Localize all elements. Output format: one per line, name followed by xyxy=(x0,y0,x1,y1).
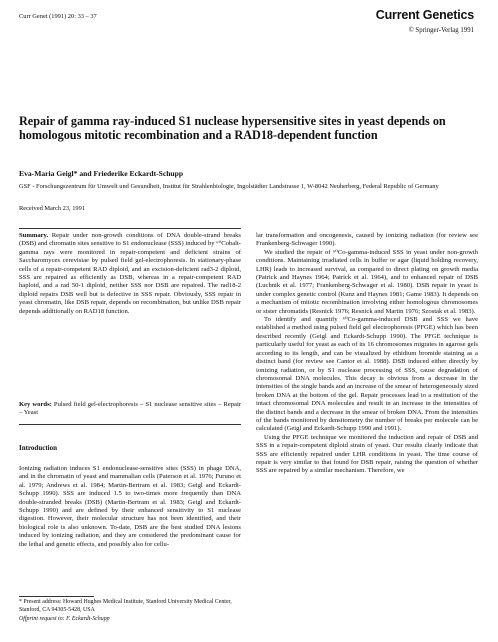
right-column xyxy=(256,232,478,476)
keywords-paragraph xyxy=(19,401,241,418)
footnote-offprint: Offprint request to: F. Eckardt-Schupp xyxy=(19,616,110,623)
article-authors: Eva-Maria Geigl* and Friederike Eckardt-Schupp xyxy=(19,169,184,178)
keywords-text: Pulsed field gel-electrophoresis – S1 nuclease sensitive sites – Repair – Yeast xyxy=(19,401,241,417)
right-paragraph-3: To identify and quantify ⁶⁰Co-gamma-induced DSB and SSS we have established a method using pulsed field gel electrophoresis (PFGE) which has been described recently (Geigl and Eckardt-Schupp 1990). The PFGE technique is particularly useful for yeast as each of its 16 chromosomes migrates in agarose gels according to its length, and can be visualized by ethidium bromide staining as a distinct band (for review see Cantor et al. 1988). DSB induced either directly by ionizing radiation, or by S1 nuclease processing of SSS, cause degradation of chromosomal DNA molecules. This decay is obvious from a decrease in the intensities of the single bands and an increase of the smear of heterogeneously sized broken DNA at the bottom of the gel. Repair processes lead to a restitution of the intact chromosomal DNA molecules and result in an increase in the intensities of the distinct bands and a decrease in the smear of broken DNA. From the intensities of the bands monitored by densitometry the number of breaks per molecule can be calculated (Geigl and Eckardt-Schupp 1990 and 1991). xyxy=(256,316,478,433)
article-affiliation: GSF - Forschungszentrum für Umwelt und Gesundheit, Institut für Strahlenbiologie, Ingolstädter Landstrasse 1, W-8042 Neuherberg, Federal Republic of Germany xyxy=(19,183,439,190)
article-title: Repair of gamma ray-induced S1 nuclease hypersensitive sites in yeast depends on homologous mitotic recombination and a RAD18-dependent function xyxy=(19,114,446,142)
keywords-label: Key words: xyxy=(19,401,52,408)
summary-paragraph xyxy=(19,232,241,316)
summary-label: Summary. xyxy=(19,232,49,239)
journal-name: Current Genetics xyxy=(375,8,474,22)
footnote-present-address: * Present address: Howard Hughes Medical Institute, Stanford University Medical Center, Stanford, CA 94305-5428, USA xyxy=(19,599,232,613)
right-paragraph-4: Using the PFGE technique we monitored the induction and repair of DSB and SSS in a repair-competent diploid strain of yeast. Our results clearly indicate that SSS are efficiently repaired under LHR conditions in yeast. The time course of repair is very similar to that found for DSB repair, raising the question of whether SSS are repaired by a similar mechanism. Therefore, we xyxy=(256,433,478,475)
keywords-bottom-rule xyxy=(19,424,241,425)
publisher-copyright: © Springer-Verlag 1991 xyxy=(408,27,474,34)
right-paragraph-2: We studied the repair of ⁶⁰Co-gamma-induced SSS in yeast under non-growth conditions. Maintaining irradiated cells in buffer or agar (liquid holding recovery, LHR) leads to increased survival, as compared to direct plating on growth media (Patrick and Haynes 1964; Patrick et al. 1964), and to enhanced repair of DSB (Luchnik et al. 1977; Frankenberg-Schwager et al. 1980). DSB repair in yeast is under complex genetic control (Kunz and Haynes 1981; Game 1983). It depends on a mechanism of mitotic recombination involving either homologous chromosomes or sister chromatids (Resnick 1976; Resnick and Martin 1976; Szostak et al. 1983). xyxy=(256,248,478,315)
received-date: Received March 23, 1991 xyxy=(19,205,86,212)
footnote-rule xyxy=(19,596,94,597)
summary-text: Repair under non-growth conditions of DNA double-strand breaks (DSB) and chromatin sites sensitive to S1 endonuclease (SSS) induced by ⁶⁰Cobalt-gamma rays were monitored in repair-competent and deficient strains of Saccharomyces cerevisiae by pulsed field gel-electrophoresis. In stationary-phase cells of a repair-competent RAD diploid, and an excision-deficient rad3-2 diploid, SSS are repaired as efficiently as DSB, whereas in a repair-competent RAD haploid, and a rad 50-1 diploid, neither SSS nor DSB are repaired. The rad18-2 diploid repairs DSB well but is defective in SSS repair. Obviously, SSS repair in yeast chromatin, like DSB repair, depends on recombination, but unlike DSB repair depends additionally on RAD18 function. xyxy=(19,232,241,315)
journal-citation: Curr Genet (1991) 20: 33 – 37 xyxy=(19,13,97,20)
right-paragraph-1: lar transformation and oncogenesis, caused by ionizing radiation (for review see Frankenberg-Schwager 1990). xyxy=(256,232,478,248)
summary-top-rule xyxy=(19,228,241,229)
introduction-paragraph: Ionizing radiation induces S1 endonuclease-sensitive sites (SSS) in phage DNA, and in the chromatin of yeast and mammalian cells (Paterson et al. 1976; Furuno et al. 1979; Andrews et al. 1984; Martin-Bertram et al. 1983; Geigl and Eckardt-Schupp 1990). SSS are induced 1.5 to two-times more frequently than DNA double-stranded breaks (DSB) (Martin-Bertram et al. 1983; Geigl and Eckardt-Schupp 1990) and are defined by their enhanced sensitivity to S1 nuclease digestion. However, their molecular structure has not been identified, and their biological role is also unknown. To-date, DSB are the best studied DNA lesions induced by ionizing radiation, and they are considered the predominant cause for the lethal and genetic effects, and possibly also for cellu- xyxy=(19,465,241,548)
introduction-heading: Introduction xyxy=(19,444,57,452)
footnote xyxy=(19,599,241,624)
